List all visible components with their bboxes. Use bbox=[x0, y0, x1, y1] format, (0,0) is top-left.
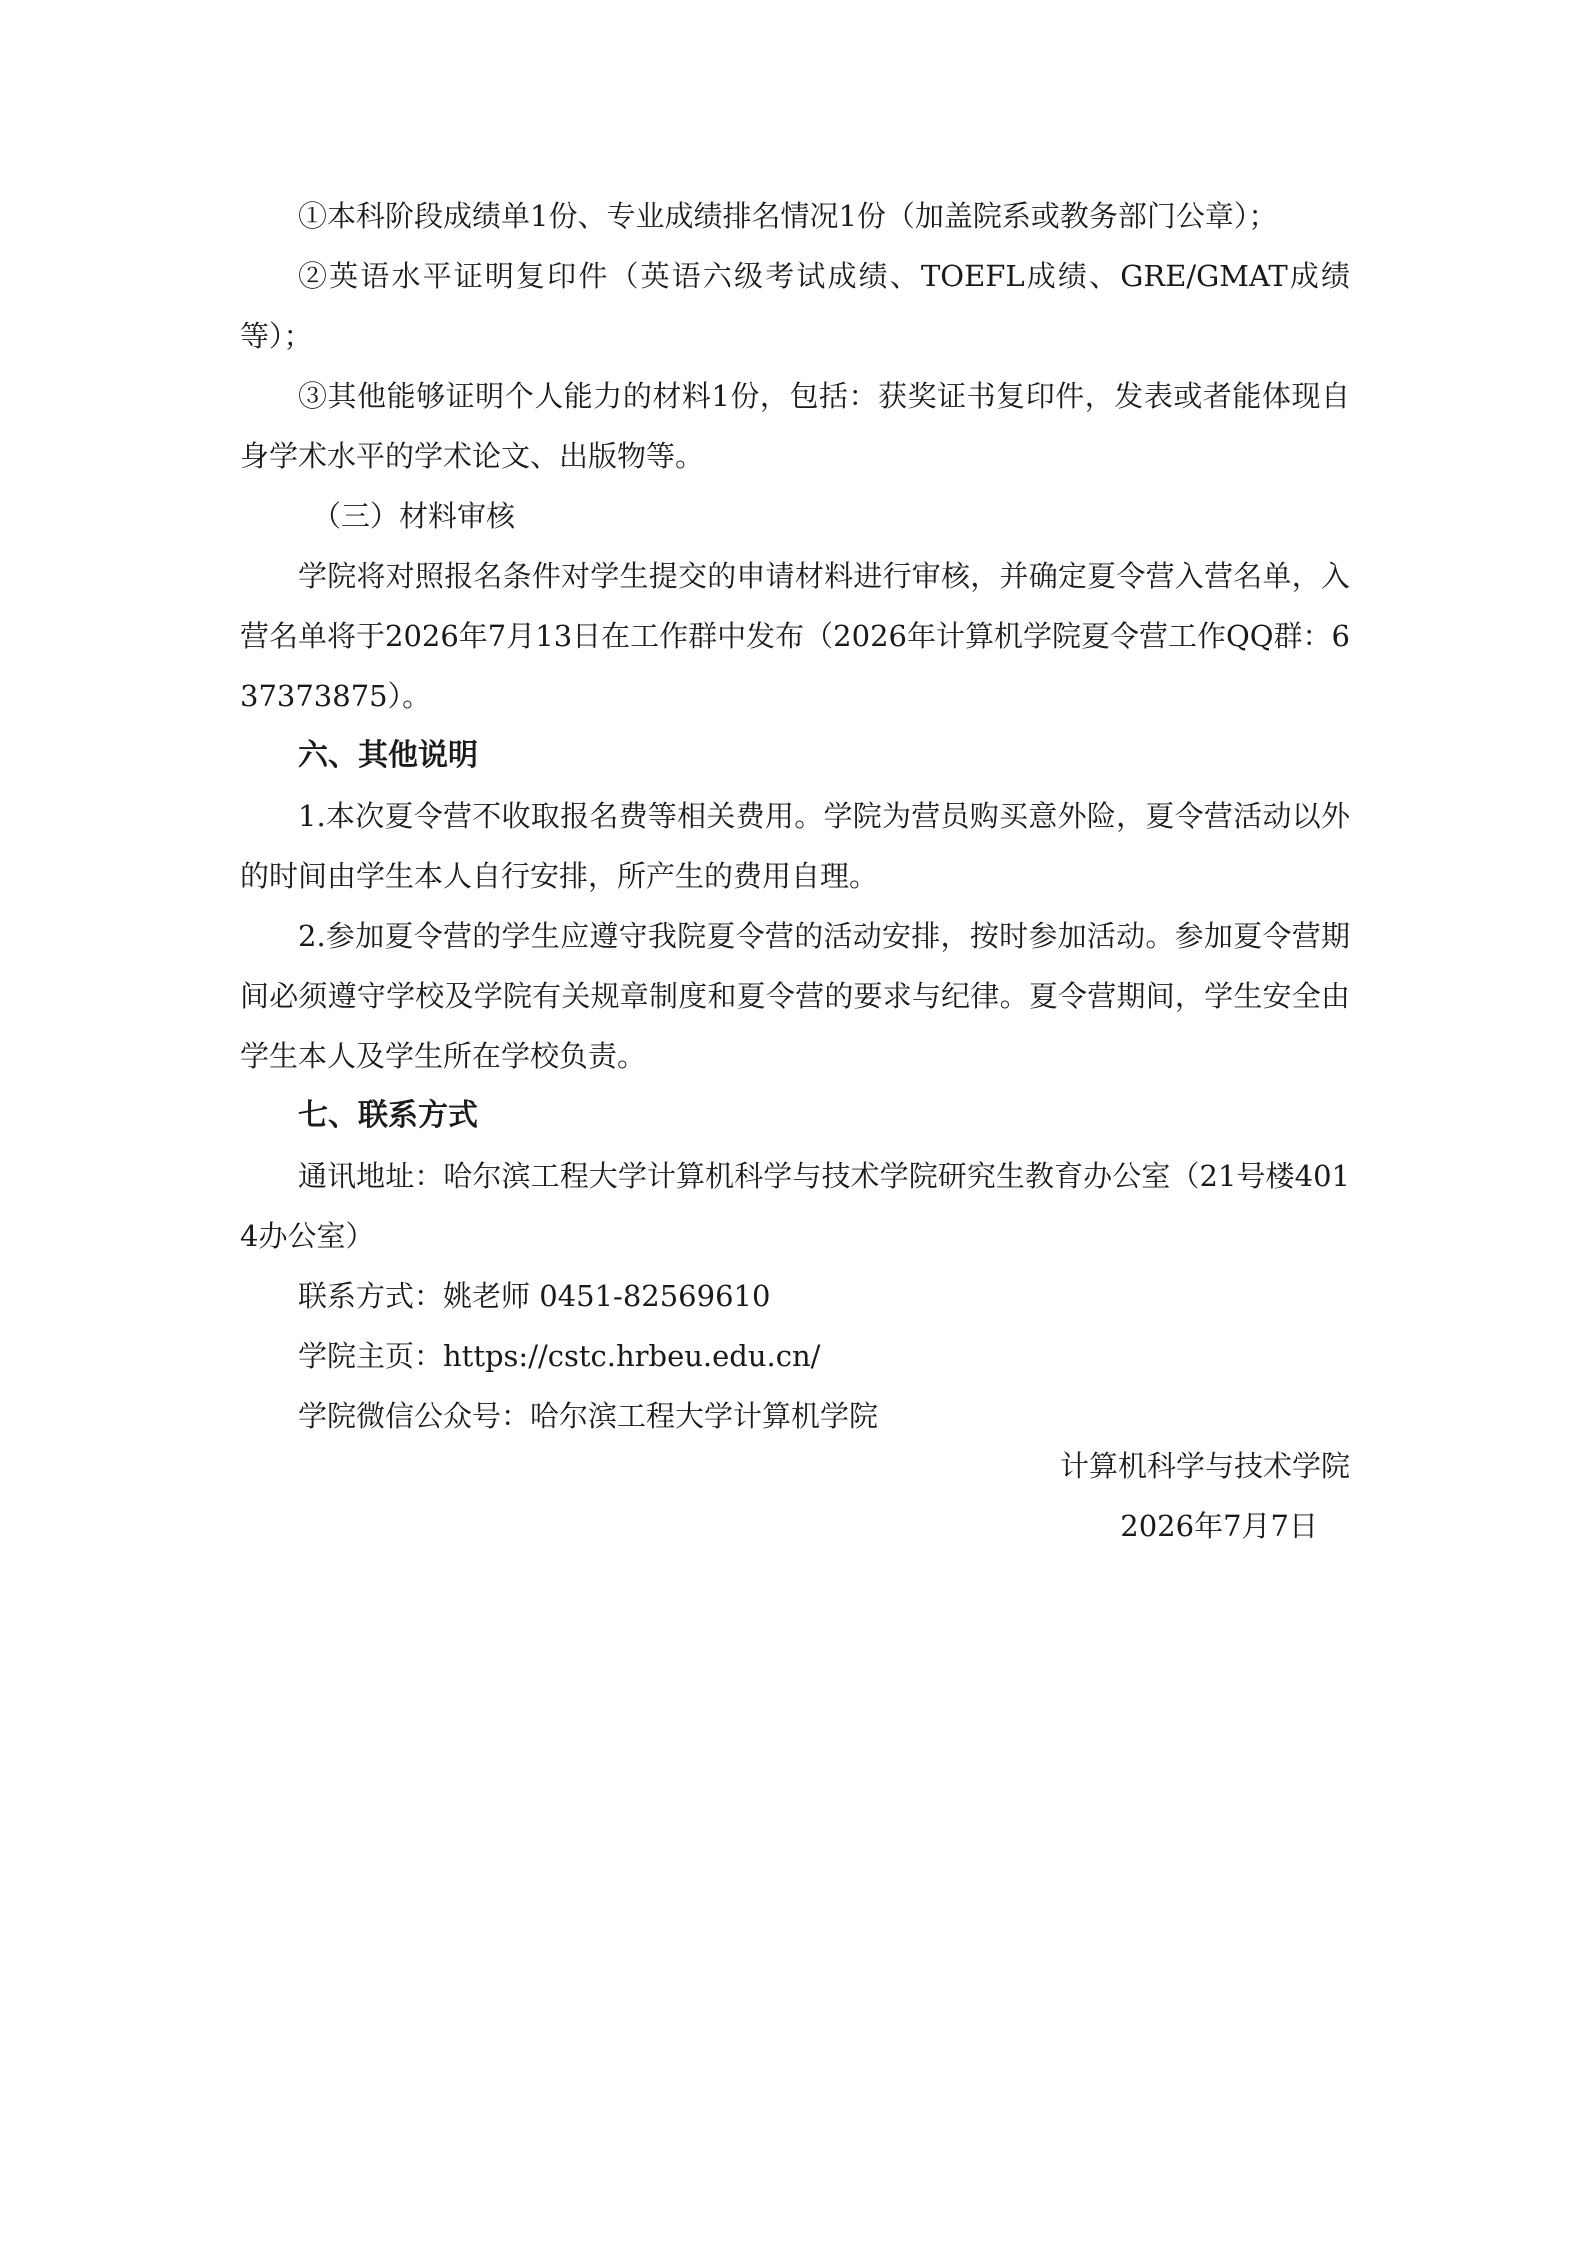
section-7-heading: 七、联系方式 bbox=[298, 1098, 478, 1133]
contact-wechat: 学院微信公众号：哈尔滨工程大学计算机学院 bbox=[298, 1399, 879, 1433]
material-item-1: ①本科阶段成绩单1份、专业成绩排名情况1份（加盖院系或教务部门公章）； bbox=[298, 199, 1278, 233]
signature-date: 2026年7月7日 bbox=[1120, 1509, 1318, 1543]
section-6-item-2: 2.参加夏令营的学生应遵守我院夏令营的活动安排，按时参加活动。参加夏令营期间必须遵守学校及学院有关规章制度和夏令营的要求与纪律。夏令营期间，学生安全由学生本人及学生所在学校负责。 bbox=[240, 919, 1350, 1073]
section-6-item-1: 1.本次夏令营不收取报名费等相关费用。学院为营员购买意外险，夏令营活动以外的时间由学生本人自行安排，所产生的费用自理。 bbox=[240, 799, 1350, 893]
contact-homepage: 学院主页：https://cstc.hrbeu.edu.cn/ bbox=[298, 1339, 821, 1373]
material-item-2: ②英语水平证明复印件（英语六级考试成绩、TOEFL成绩、GRE/GMAT成绩等）； bbox=[240, 259, 1350, 353]
review-subheading: （三）材料审核 bbox=[312, 499, 516, 533]
contact-phone: 联系方式：姚老师 0451-82569610 bbox=[298, 1279, 771, 1313]
section-6-heading: 六、其他说明 bbox=[298, 738, 478, 773]
contact-address: 通讯地址：哈尔滨工程大学计算机科学与技术学院研究生教育办公室（21号楼4014办公室） bbox=[240, 1159, 1350, 1253]
document-page bbox=[240, 186, 1350, 1543]
material-item-3: ③其他能够证明个人能力的材料1份，包括：获奖证书复印件，发表或者能体现自身学术水平的学术论文、出版物等。 bbox=[240, 379, 1350, 473]
signature-org: 计算机科学与技术学院 bbox=[1059, 1449, 1350, 1483]
review-body: 学院将对照报名条件对学生提交的申请材料进行审核，并确定夏令营入营名单，入营名单将于2026年7月13日在工作群中发布（2026年计算机学院夏令营工作QQ群：637373875）。 bbox=[240, 559, 1350, 713]
